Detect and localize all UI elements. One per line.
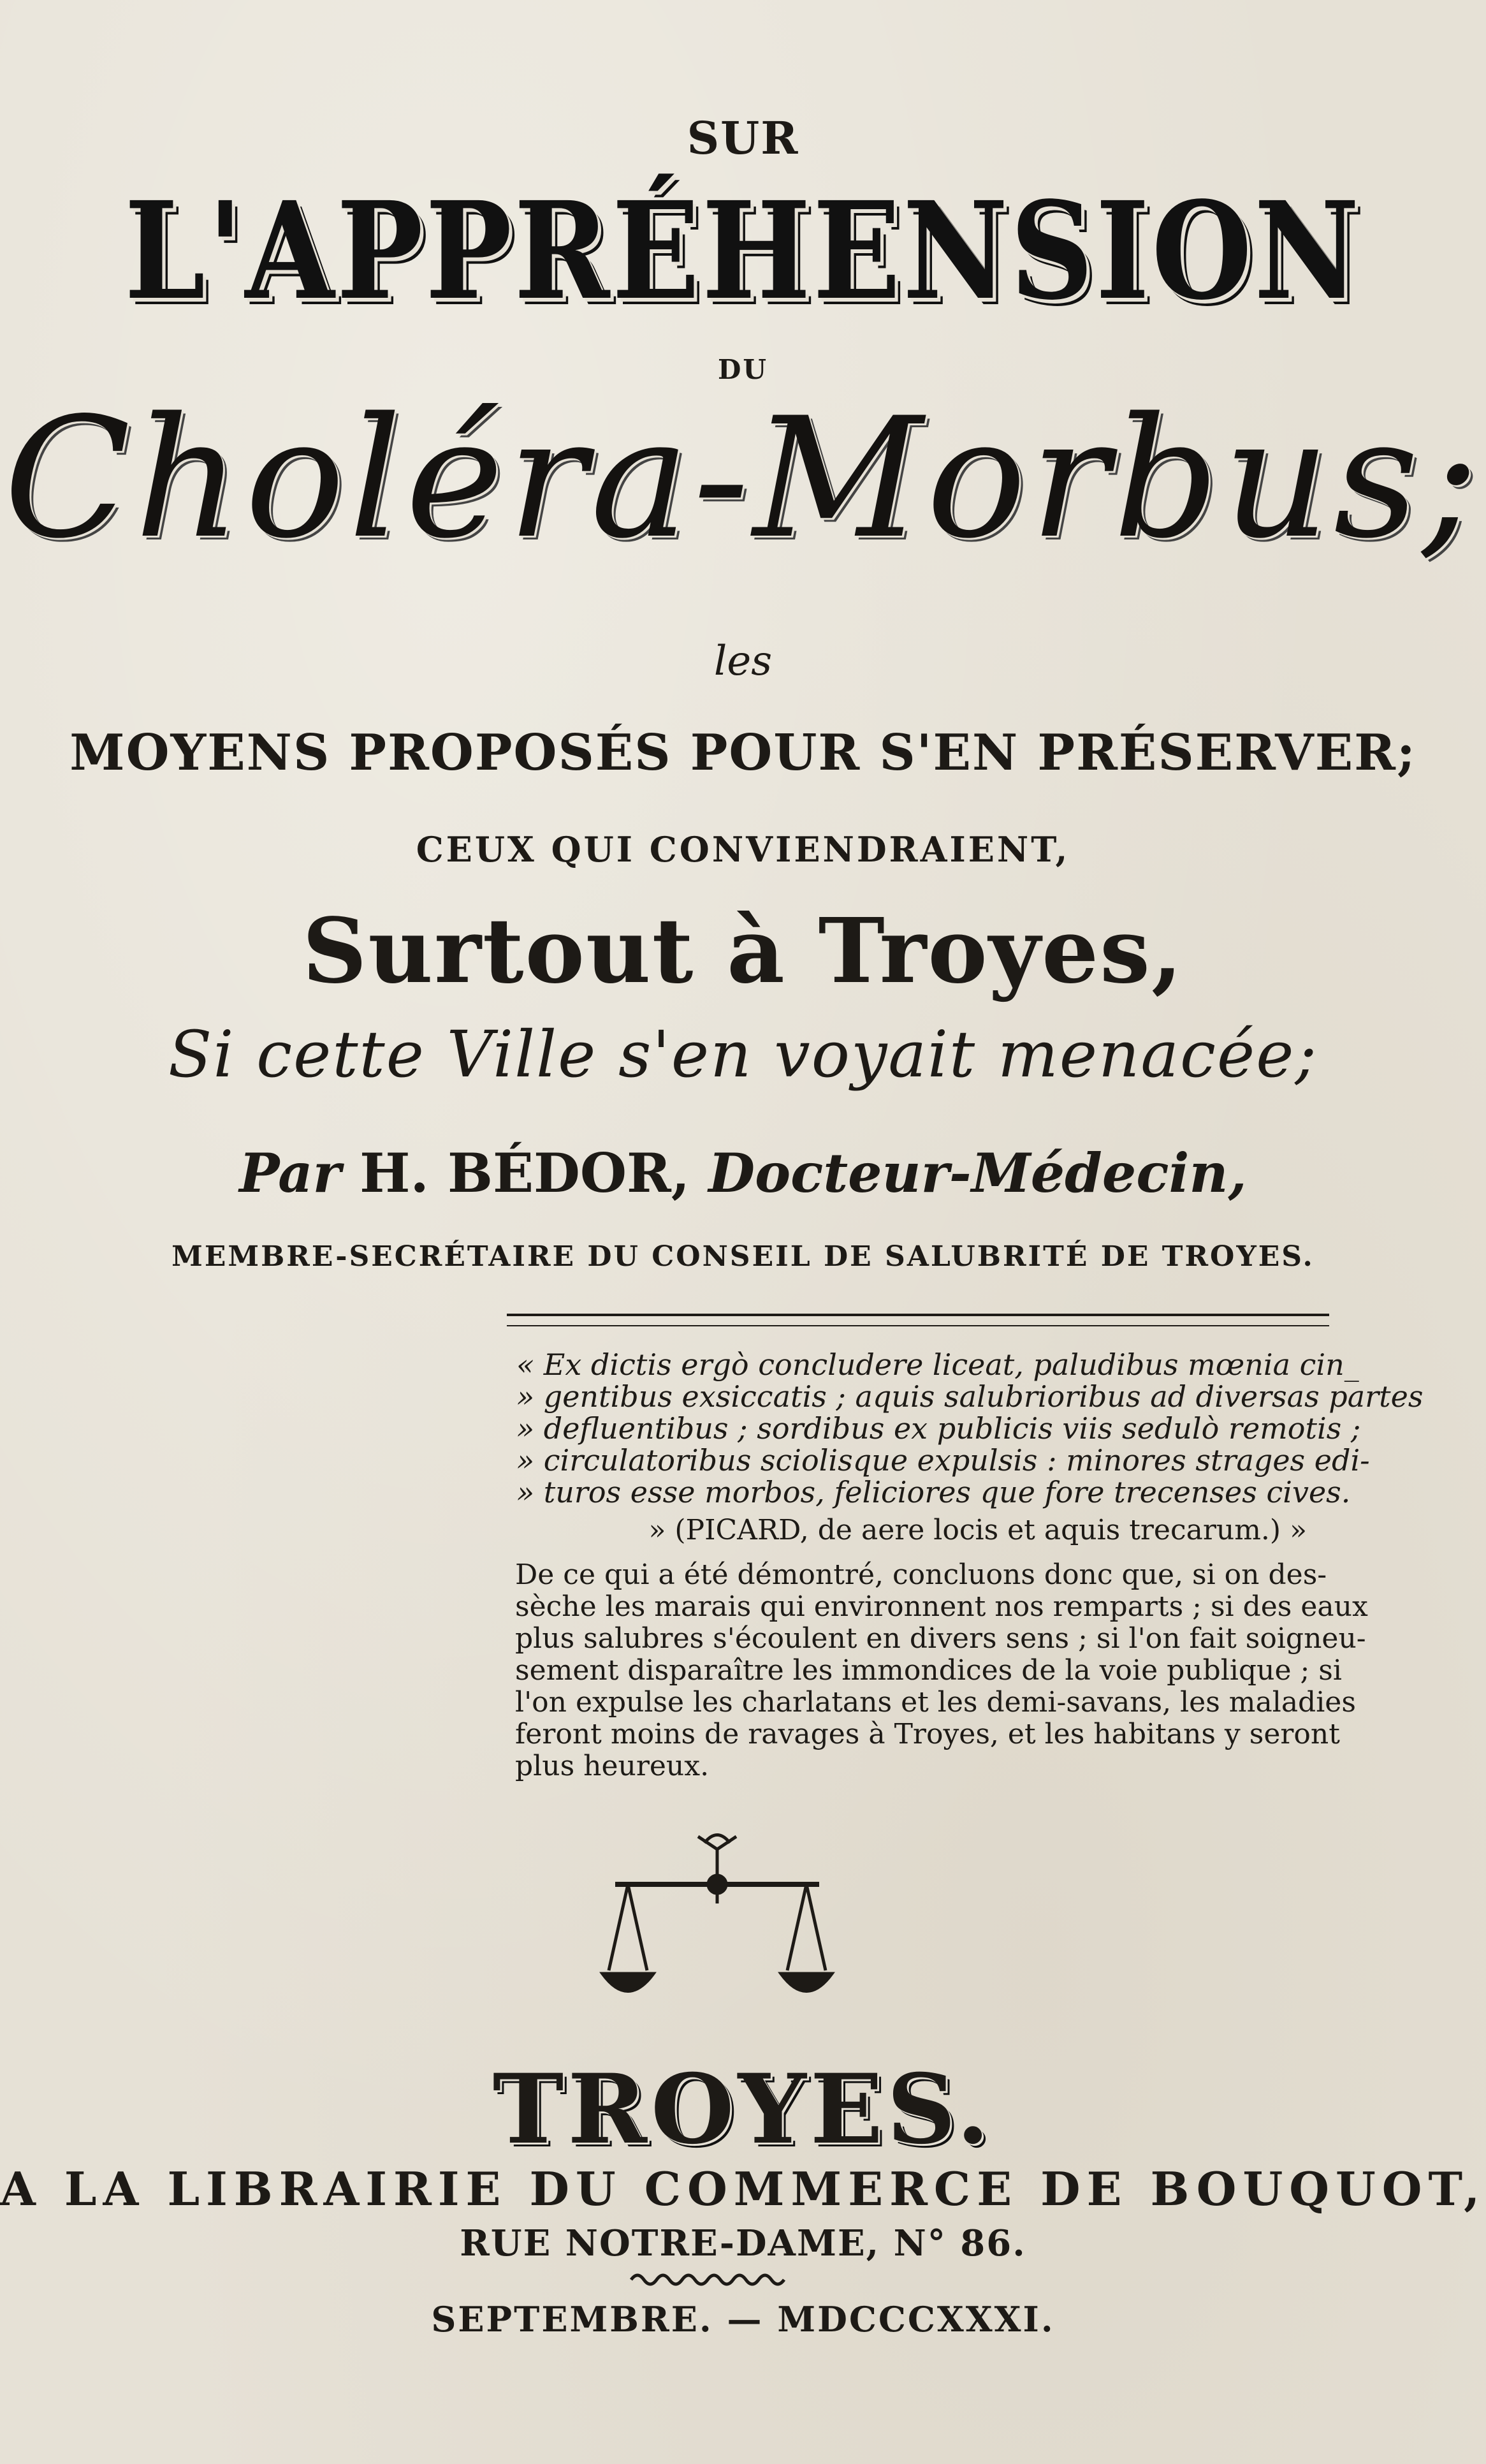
translation-line: plus heureux. bbox=[515, 1750, 710, 1782]
author-affiliation: MEMBRE-SECRÉTAIRE DU CONSEIL DE SALUBRITÉ DE TROYES. bbox=[171, 1240, 1315, 1273]
author-name: H. BÉDOR, bbox=[360, 1141, 690, 1205]
subtitle-ceux: CEUX QUI CONVIENDRAIENT, bbox=[416, 829, 1070, 870]
main-title: L'APPRÉHENSION bbox=[124, 172, 1362, 330]
epigraph-citation: » (PICARD, de aere locis et aquis trecarum.) » bbox=[648, 1514, 1307, 1546]
translation-line: l'on expulse les charlatans et les demi-savans, les maladies bbox=[515, 1686, 1356, 1719]
subtitle-moyens: MOYENS PROPOSÉS POUR S'EN PRÉSERVER; bbox=[69, 724, 1417, 782]
subtitle-surtout: Surtout à Troyes, bbox=[302, 899, 1184, 1004]
wavy-ornament-icon bbox=[628, 2270, 794, 2289]
epigraph-line: » defluentibus ; sordibus ex publicis viis sedulò remotis ; bbox=[516, 1411, 1361, 1446]
translation-line: plus salubres s'écoulent en divers sens ; si l'on fait soigneu- bbox=[515, 1622, 1366, 1655]
translation-line: De ce qui a été démontré, concluons donc que, si on des- bbox=[515, 1558, 1327, 1591]
imprint-city: TROYES. bbox=[492, 2053, 994, 2166]
author-title: Docteur-Médecin, bbox=[708, 1141, 1247, 1205]
translation-line: sement disparaître les immondices de la voie publique ; si bbox=[515, 1654, 1342, 1687]
epigraph-line: » circulatoribus sciolisque expulsis : minores strages edi- bbox=[516, 1443, 1370, 1478]
title-les: les bbox=[713, 638, 773, 685]
title-du: DU bbox=[717, 354, 769, 385]
imprint-publisher: A LA LIBRAIRIE DU COMMERCE DE BOUQUOT, bbox=[0, 2162, 1486, 2216]
title-prefix: SUR bbox=[687, 112, 799, 165]
cholera-title: Choléra-Morbus; bbox=[3, 383, 1483, 575]
epigraph-line: » turos esse morbos, feliciores que fore trecenses cives. bbox=[516, 1475, 1351, 1509]
author-line bbox=[0, 1141, 1486, 1205]
translation-line: feront moins de ravages à Troyes, et les habitans y seront bbox=[515, 1718, 1340, 1750]
author-par: Par bbox=[239, 1141, 341, 1205]
subtitle-si-ville: Si cette Ville s'en voyait menacée; bbox=[168, 1017, 1318, 1092]
balance-scales-icon bbox=[590, 1824, 845, 2021]
imprint-address: RUE NOTRE-DAME, N° 86. bbox=[460, 2222, 1026, 2264]
imprint-date: SEPTEMBRE. — MDCCCXXXI. bbox=[431, 2299, 1055, 2340]
epigraph-line: « Ex dictis ergò concludere liceat, paludibus mœnia cin_ bbox=[516, 1347, 1359, 1382]
latin-epigraph bbox=[516, 1347, 1424, 1546]
french-translation bbox=[515, 1558, 1368, 1782]
translation-line: sèche les marais qui environnent nos remparts ; si des eaux bbox=[515, 1590, 1368, 1623]
epigraph-line: » gentibus exsiccatis ; aquis salubrioribus ad diversas partes bbox=[516, 1379, 1424, 1414]
double-rule bbox=[507, 1314, 1329, 1326]
